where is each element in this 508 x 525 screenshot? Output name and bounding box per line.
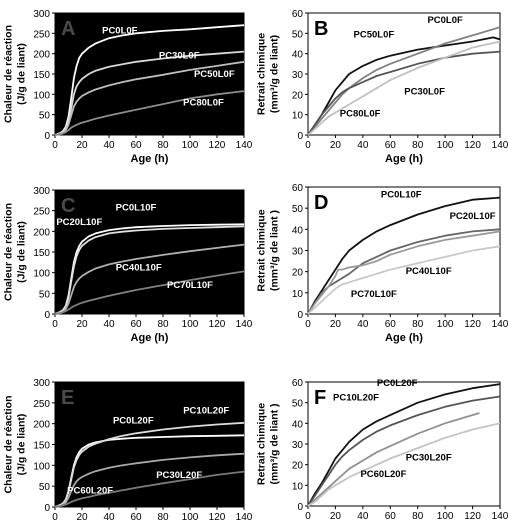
series-label: PC10L20F [333,392,379,404]
x-tick-label: 20 [76,512,88,523]
series-label: PC0L10F [380,189,422,201]
chart-panel-f [255,378,508,525]
series-label: PC80L0F [339,108,381,120]
x-tick-label: 140 [491,319,508,330]
x-tick-label: 140 [491,140,508,151]
x-tick-label: 0 [52,319,58,330]
y-tick-label: 0 [44,503,50,514]
y-tick-label: 50 [38,110,50,122]
chart-panel-a [2,9,252,165]
x-tick-label: 120 [208,512,226,523]
x-tick-label: 0 [52,140,58,151]
x-tick-label: 100 [181,512,199,523]
panel-letter: C [61,195,76,217]
y-tick-label: 0 [44,131,50,142]
series-label: PC70L10F [350,289,397,301]
chart-panel-d [255,183,508,344]
y-tick-label: 60 [291,9,303,20]
y-tick-label: 10 [291,481,303,493]
y-tick-label: 250 [33,206,50,218]
y-tick-label: 30 [291,246,303,258]
chart-panel-e [2,378,252,525]
y-tick-label: 150 [33,70,50,81]
x-tick-label: 100 [436,319,454,330]
y-tick-label: 0 [297,502,303,513]
x-tick-label: 100 [181,319,199,330]
x-tick-label: 60 [130,512,142,523]
chart-panel-c [2,186,252,344]
series-label: PC0L10F [115,202,157,214]
x-tick-label: 60 [130,319,142,330]
x-tick-label: 120 [208,140,226,151]
series-label: PC80L0F [183,97,224,109]
y-tick-label: 30 [291,440,303,451]
x-tick-label: 80 [412,319,424,330]
panel-letter: F [314,387,327,409]
y-axis-label: Retrait chimique [255,402,268,486]
series-label: PC0L20F [376,378,418,390]
x-tick-label: 60 [384,319,396,330]
y-tick-label: 50 [38,482,50,494]
series-label: PC10L20F [183,405,230,417]
y-tick-label: 30 [291,70,303,81]
y-axis-label: (mm³/g de liant ) [268,403,281,485]
y-axis-label: Chaleur de réaction [2,395,15,494]
y-tick-label: 300 [33,9,50,20]
x-tick-label: 20 [76,140,88,151]
y-tick-label: 20 [291,90,303,102]
x-tick-label: 0 [52,512,58,523]
x-tick-label: 80 [157,319,169,330]
x-tick-label: 40 [103,512,115,523]
y-axis-label: Retrait chimique [255,32,268,116]
x-tick-label: 140 [491,511,508,522]
x-tick-label: 120 [464,140,481,151]
y-tick-label: 100 [33,461,50,473]
panel-letter: B [314,18,329,40]
series-label: PC30L0F [158,50,200,62]
x-axis-label: Age (h) [130,332,169,344]
y-tick-label: 200 [33,419,50,431]
y-tick-label: 200 [33,227,50,239]
y-tick-label: 20 [291,267,303,279]
x-tick-label: 60 [384,140,396,151]
x-tick-label: 40 [357,319,369,330]
x-tick-label: 120 [464,511,481,522]
series-label: PC70L10F [167,279,213,291]
x-tick-label: 40 [357,511,369,522]
x-tick-label: 20 [329,511,341,522]
x-tick-label: 140 [235,319,253,330]
x-tick-label: 40 [103,140,115,151]
series-label: PC60L20F [360,469,407,481]
x-tick-label: 60 [130,140,142,151]
y-tick-label: 300 [33,378,50,389]
x-tick-label: 0 [305,511,311,522]
y-axis-label: Retrait chimique [255,209,268,292]
y-tick-label: 20 [291,460,303,472]
x-tick-label: 100 [181,140,199,151]
y-axis-label: (J/g de liant) [15,43,28,105]
series-label: PC40L10F [115,262,162,274]
x-tick-label: 20 [76,319,88,330]
x-tick-label: 0 [305,319,311,330]
y-tick-label: 50 [38,289,50,301]
x-tick-label: 0 [305,140,311,151]
series-label: PC30L20F [405,452,452,464]
y-tick-label: 250 [33,398,50,410]
y-tick-label: 50 [291,29,303,41]
series-label: PC50L0F [353,29,395,41]
y-tick-label: 60 [291,378,303,389]
y-tick-label: 100 [33,90,50,102]
y-axis-label: (mm³/g de liant ) [268,209,281,292]
y-tick-label: 40 [291,225,303,237]
y-axis-label: (J/g de liant) [15,221,28,283]
y-tick-label: 150 [33,440,50,452]
y-tick-label: 50 [291,398,303,410]
x-axis-label: Age (h) [130,153,169,165]
series-label: PC0L0F [427,15,463,27]
series-label: PC0L20F [112,415,154,427]
y-tick-label: 10 [291,288,303,300]
x-tick-label: 120 [208,319,226,330]
series-label: PC50L0F [193,68,235,80]
series-label: PC40L10F [405,265,452,277]
x-tick-label: 40 [357,140,369,151]
x-tick-label: 100 [436,140,454,151]
x-tick-label: 120 [464,319,481,330]
y-tick-label: 200 [33,49,50,61]
x-tick-label: 140 [235,140,253,151]
series-label: PC30L20F [156,469,203,481]
y-axis-label: Chaleur de réaction [2,24,15,124]
y-axis-label: (J/g de liant) [15,413,28,476]
series-label: PC0L0F [102,25,138,37]
y-tick-label: 300 [33,186,50,197]
panel-letter: D [314,192,329,214]
y-axis-label: (mm³/g de liant) [268,34,281,114]
y-tick-label: 60 [291,183,303,194]
y-axis-label: Chaleur de réaction [2,202,15,302]
x-tick-label: 20 [329,319,341,330]
series-label: PC30L0F [404,86,445,98]
panel-letter: E [61,387,75,409]
series-label: PC20L10F [449,210,496,222]
x-tick-label: 140 [235,512,253,523]
y-tick-label: 0 [297,131,303,142]
chart-panel-b [255,9,508,165]
x-tick-label: 20 [329,140,341,151]
x-tick-label: 60 [384,511,396,522]
x-tick-label: 40 [103,319,115,330]
x-tick-label: 100 [436,511,454,522]
y-tick-label: 100 [33,268,50,280]
y-tick-label: 150 [33,248,50,259]
y-tick-label: 50 [291,204,303,216]
x-axis-label: Age (h) [385,153,423,165]
panel-letter: A [61,18,76,40]
y-tick-label: 40 [291,419,303,431]
y-tick-label: 250 [33,29,50,41]
y-tick-label: 40 [291,49,303,61]
y-tick-label: 0 [44,310,50,321]
x-tick-label: 80 [412,140,424,151]
x-tick-label: 80 [157,140,169,151]
x-axis-label: Age (h) [385,332,423,344]
series-label: PC20L10F [56,217,103,229]
series-label: PC60L20F [67,485,114,497]
x-tick-label: 80 [412,511,424,522]
y-tick-label: 10 [291,110,303,122]
y-tick-label: 0 [297,310,303,321]
x-tick-label: 80 [157,512,169,523]
